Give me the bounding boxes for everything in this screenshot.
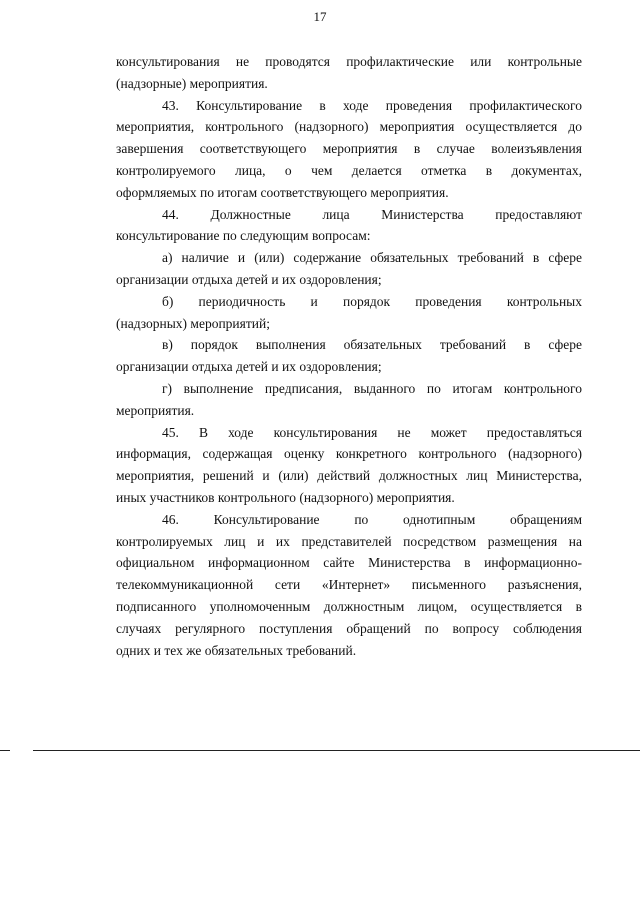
text-line: одних и тех же обязательных требований. [116,642,357,658]
page-number: 17 [313,9,327,24]
text-line: 43. Консультирование в ходе проведения профилактического [162,97,582,113]
text-line: (надзорные) мероприятия. [116,75,268,91]
text-line: организации отдыха детей и их оздоровления; [116,359,382,375]
text-line: информация, содержащая оценку конкретного контрольного (надзорного) [116,446,582,462]
text-line: б) периодичность и порядок проведения контрольных [162,293,582,309]
text-line: г) выполнение предписания, выданного по итогам контрольного [162,380,582,396]
text-line: официальном информационном сайте Министерства в информационно- [116,555,582,571]
text-line: иных участников контрольного (надзорного) мероприятия. [116,489,455,505]
text-line: мероприятия. [116,402,195,418]
text-line: 45. В ходе консультирования не может предоставляться [162,424,582,440]
text-line: 46. Консультирование по однотипным обращениям [162,511,582,527]
text-line: в) порядок выполнения обязательных требований в сфере [162,337,582,353]
text-line: завершения соответствующего мероприятия в случае волеизъявления [116,141,582,157]
text-line: а) наличие и (или) содержание обязательных требований в сфере [162,250,582,266]
text-line: (надзорных) мероприятий; [116,315,270,331]
text-line: случаях регулярного поступления обращений по вопросу соблюдения [116,620,582,636]
text-line: подписанного уполномоченным должностным лицом, осуществляется в [116,598,582,614]
text-line: мероприятия, решений и (или) действий должностных лиц Министерства, [116,468,582,484]
text-line: оформляемых по итогам соответствующего мероприятия. [116,184,449,200]
text-line: организации отдыха детей и их оздоровления; [116,271,382,287]
text-line: консультирования не проводятся профилактические или контрольные [116,54,582,69]
text-line: консультирование по следующим вопросам: [116,228,371,244]
text-line: телекоммуникационной сети «Интернет» письменного разъяснения, [116,577,582,593]
footer-rule [33,750,640,751]
footer-rule-left [0,750,10,751]
text-line: мероприятия, контрольного (надзорного) мероприятия осуществляется до [116,119,582,135]
text-line: контролируемого лица, о чем делается отметка в документах, [116,162,582,178]
text-line: 44. Должностные лица Министерства предоставляют [162,206,582,222]
text-line: контролируемых лиц и их представителей посредством размещения на [116,533,582,549]
document-body [116,51,582,661]
